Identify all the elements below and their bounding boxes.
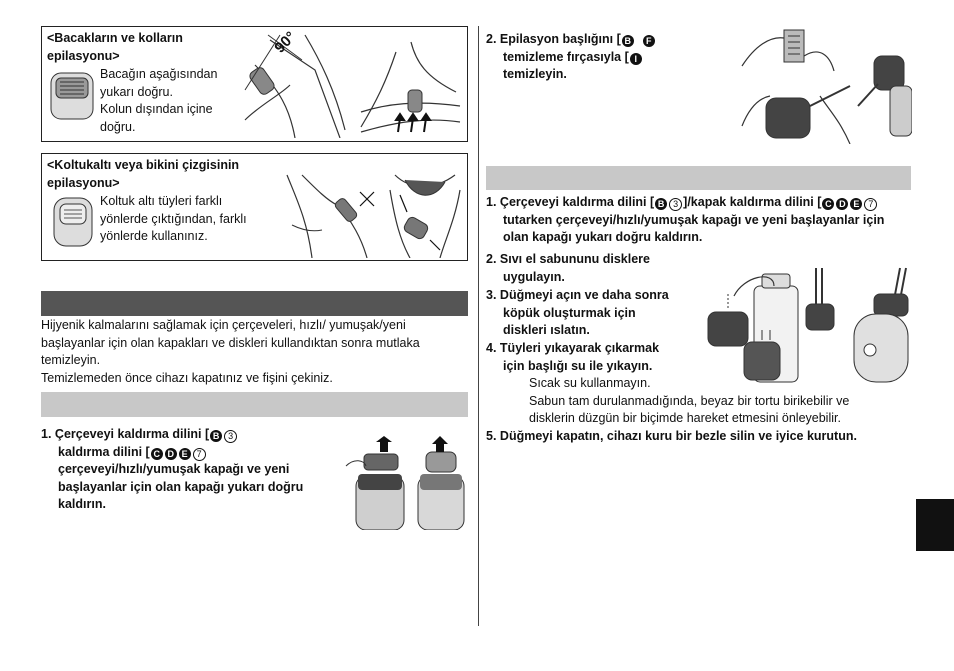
intro-line: başlayanlar için olan kapakları ve diskleri kullandıktan sonra mutlaka [41, 335, 420, 350]
ref-badge: F [643, 35, 655, 47]
ref-badge: B [210, 430, 222, 442]
ref-number: 7 [864, 198, 877, 211]
step-text: Çerçeveyi kaldırma dilini [ [499, 195, 655, 209]
step-text: tutarken çerçeveyi/hızlı/yumuşak kapağı ve yeni başlayanlar için [503, 212, 885, 227]
note-text: Sabun tam durulanmadığında, beyaz bir tortu birikebilir ve [529, 393, 850, 408]
step-number: 4. [486, 341, 497, 355]
intro-line: Hijyenik kalmalarını sağlamak için çerçeveleri, hızlı/ yumuşak/yeni [41, 318, 406, 332]
cleaning-intro [41, 317, 420, 387]
heading-line: epilasyonu> [47, 48, 120, 63]
leg-epilation-illustration [240, 30, 350, 138]
ref-badge: B [622, 35, 634, 47]
step-text: kaldırma dilini [ [58, 444, 150, 459]
step-text: için başlığı su ile yıkayın. [503, 358, 653, 373]
angle-label: 90° [271, 28, 300, 57]
heading-line: <Bacakların ve kolların [47, 31, 183, 45]
ref-badge: E [179, 448, 191, 460]
step-text: diskleri ıslatın. [503, 323, 590, 337]
column-divider [478, 26, 479, 626]
remove-cap-illustration [344, 436, 466, 530]
text-line: yönlerde kullanınız. [100, 229, 208, 243]
epilator-head-icon [48, 70, 96, 122]
step-text: olan kapağı yukarı doğru kaldırın. [503, 230, 703, 244]
step-text: Sıvı el sabununu disklere [499, 252, 650, 266]
bikini-illustration [385, 170, 465, 258]
right-step-2-top [486, 31, 656, 84]
ref-badge: B [655, 198, 667, 210]
epilator-head-icon [52, 196, 94, 248]
ref-badge: E [850, 198, 862, 210]
step-text: Tüyleri yıkayarak çıkarmak [499, 341, 660, 355]
right-step-5 [486, 428, 857, 446]
ref-badge: C [151, 448, 163, 460]
leg-arm-text [100, 66, 217, 136]
ref-badge: D [165, 448, 177, 460]
brush-cleaning-illustration [740, 26, 912, 144]
step-number: 2. [486, 32, 497, 46]
subsection-header-bar [486, 166, 911, 190]
step-text: temizleyin. [503, 67, 567, 81]
step-text: uygulayın. [503, 269, 565, 284]
step-text: Epilasyon başlığını [ [499, 32, 621, 46]
step-text: kaldırın. [58, 497, 106, 511]
ref-badge: D [836, 198, 848, 210]
step-text: temizleme fırçasıyla [ [503, 49, 629, 64]
leg-arm-heading [47, 30, 183, 65]
heading-line: epilasyonu> [47, 175, 120, 190]
step-text: çerçeveyi/hızlı/yumuşak kapağı ve yeni [58, 462, 290, 476]
intro-line: Temizlemeden önce cihazı kapatınız ve fişini çekiniz. [41, 370, 333, 385]
underarm-bikini-heading [47, 157, 239, 192]
ref-number: 7 [193, 448, 206, 461]
note-text: Sıcak su kullanmayın. [529, 376, 651, 390]
section-header-bar [41, 291, 468, 316]
ref-badge: C [822, 198, 834, 210]
underarm-illustration [282, 170, 380, 258]
arm-epilation-illustration [356, 32, 464, 138]
step-number: 1. [486, 195, 497, 209]
right-step-2 [486, 251, 650, 286]
right-step-1 [486, 194, 916, 247]
step-number: 5. [486, 429, 497, 443]
text-line: Koltuk altı tüyleri farklı [100, 194, 223, 208]
underarm-bikini-text [100, 193, 247, 246]
ref-badge: I [630, 53, 642, 65]
text-line: doğru. [100, 119, 136, 134]
step-text: köpük oluşturmak için [503, 305, 636, 320]
note-text: disklerin düzgün bir biçimde hareket etmesini önleyebilir. [529, 411, 841, 425]
ref-number: 3 [669, 198, 682, 211]
step-text: Düğmeyi kapatın, cihazı kuru bir bezle silin ve iyice kurutun. [499, 429, 857, 443]
text-line: yukarı doğru. [100, 84, 173, 99]
right-step-4 [486, 340, 659, 375]
step-number: 3. [486, 288, 497, 302]
intro-line: temizleyin. [41, 353, 101, 367]
subsection-header-bar [41, 392, 468, 417]
step-number: 2. [486, 252, 497, 266]
step-text: Çerçeveyi kaldırma dilini [ [54, 427, 210, 441]
heading-line: <Koltukaltı veya bikini çizgisinin [47, 158, 240, 172]
step-text: başlayanlar için olan kapağı yukarı doğru [58, 479, 304, 494]
step-number: 1. [41, 427, 52, 441]
text-line: yönlerde çıktığından, farklı [100, 211, 247, 226]
ref-number: 3 [224, 430, 237, 443]
step-text: ]/kapak kaldırma dilini [ [683, 195, 822, 209]
text-line: Kolun dışından içine [100, 102, 213, 116]
right-step-3 [486, 287, 669, 340]
soap-washing-illustration [704, 264, 910, 384]
text-line: Bacağın aşağısından [100, 67, 218, 81]
left-step-1 [41, 426, 331, 514]
section-tab [916, 499, 954, 551]
step-text: Düğmeyi açın ve daha sonra [499, 288, 669, 302]
